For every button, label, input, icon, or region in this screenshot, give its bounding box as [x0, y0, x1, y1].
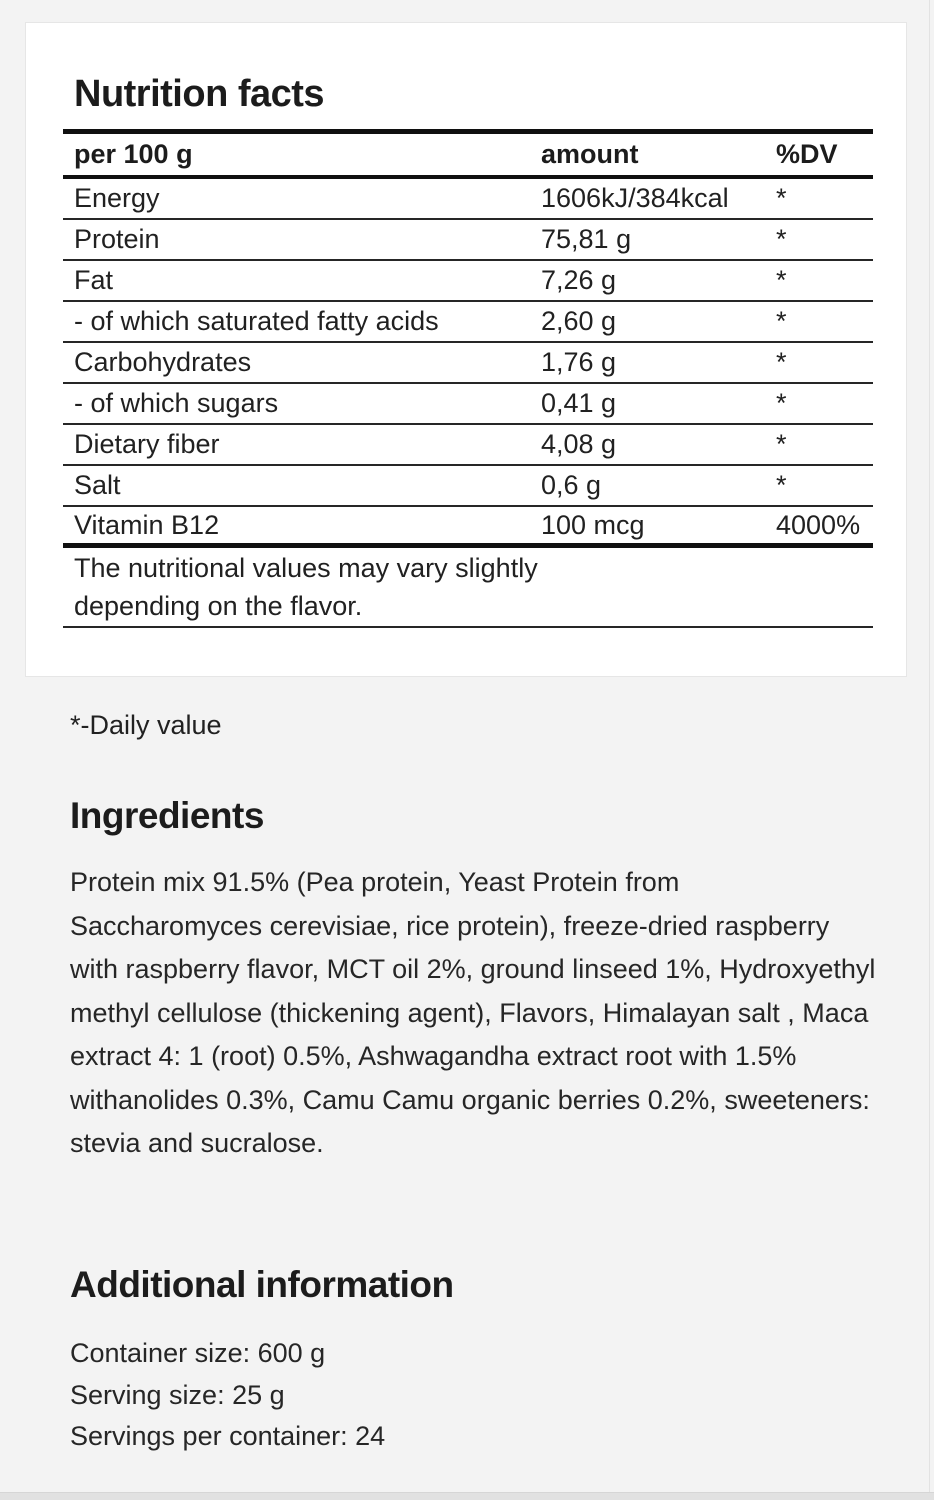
- nutrient-name: Dietary fiber: [74, 429, 220, 459]
- nutrient-name: - of which saturated fatty acids: [74, 306, 439, 336]
- nutrient-amount: 0,41 g: [541, 388, 617, 418]
- ingredients-heading: Ingredients: [70, 795, 264, 836]
- additional-information-list: [70, 1333, 385, 1458]
- nutrient-amount: 100 mcg: [541, 509, 645, 540]
- header-per-100g: per 100 g: [74, 139, 193, 169]
- nutrient-dv: *: [776, 388, 787, 418]
- nutrient-dv: *: [776, 224, 787, 254]
- table-row-dietary-fiber: [63, 425, 873, 466]
- header-amount: amount: [541, 139, 639, 169]
- nutrient-name: Salt: [74, 470, 121, 500]
- nutrient-dv: 4000%: [776, 509, 861, 540]
- page-edge-line: [929, 0, 930, 1500]
- table-row-fat: [63, 261, 873, 302]
- servings-per-container-line: Servings per container: 24: [70, 1421, 386, 1451]
- daily-value-footnote: *-Daily value: [70, 710, 222, 740]
- nutrition-table-header-row: [63, 134, 873, 179]
- nutrient-dv: *: [776, 265, 787, 295]
- nutrient-amount: 0,6 g: [541, 470, 602, 500]
- nutrition-table: [63, 129, 873, 628]
- table-row-carbohydrates: [63, 343, 873, 384]
- nutritional-values-note: The nutritional values may vary slightly depending on the flavor.: [74, 553, 538, 621]
- nutrient-dv: *: [776, 306, 787, 336]
- container-size-line: Container size: 600 g: [70, 1338, 326, 1368]
- nutrient-amount: 4,08 g: [541, 429, 617, 459]
- nutrient-dv: *: [776, 470, 787, 500]
- serving-size-line: Serving size: 25 g: [70, 1379, 285, 1410]
- nutrient-amount: 7,26 g: [541, 265, 617, 295]
- nutrition-facts-title: Nutrition facts: [74, 73, 325, 115]
- table-row-sugars: [63, 384, 873, 425]
- nutrient-amount: 2,60 g: [541, 306, 617, 336]
- nutrient-name: Protein: [74, 224, 160, 254]
- nutrient-name: Energy: [74, 183, 160, 213]
- ingredients-paragraph: Protein mix 91.5% (Pea protein, Yeast Protein from Saccharomyces cerevisiae, rice protein), freeze-dried raspberry with raspberry flavor, MCT oil 2%, ground linseed 1%, Hydroxyethyl methyl cellulose (thickening agent), Flavors, Himalayan salt , Maca extract 4: 1 (root) 0.5%, Ashwagandha extract root with 1.5% withanolides 0.3%, Camu Camu organic berries 0.2%, sweeteners: stevia and sucralose.: [70, 867, 876, 1158]
- header-dv: %DV: [776, 139, 838, 169]
- nutrient-dv: *: [776, 347, 787, 377]
- nutrient-amount: 1606kJ/384kcal: [541, 183, 729, 213]
- nutrient-name: Carbohydrates: [74, 347, 252, 377]
- nutrient-amount: 1,76 g: [541, 347, 617, 377]
- nutrition-facts-card: [25, 22, 907, 677]
- nutrient-name: Vitamin B12: [74, 509, 220, 540]
- table-row-protein: [63, 220, 873, 261]
- additional-information-heading: Additional information: [70, 1264, 454, 1305]
- table-row-saturated-fat: [63, 302, 873, 343]
- next-section-edge: [0, 1492, 934, 1500]
- nutrient-amount: 75,81 g: [541, 224, 632, 254]
- table-row-energy: [63, 179, 873, 220]
- table-row-salt: [63, 466, 873, 507]
- nutrient-dv: *: [776, 429, 787, 459]
- table-note-row: [63, 548, 873, 628]
- nutrient-dv: *: [776, 183, 787, 213]
- table-row-vitamin-b12: [63, 507, 873, 548]
- nutrient-name: - of which sugars: [74, 388, 279, 418]
- nutrient-name: Fat: [74, 265, 114, 295]
